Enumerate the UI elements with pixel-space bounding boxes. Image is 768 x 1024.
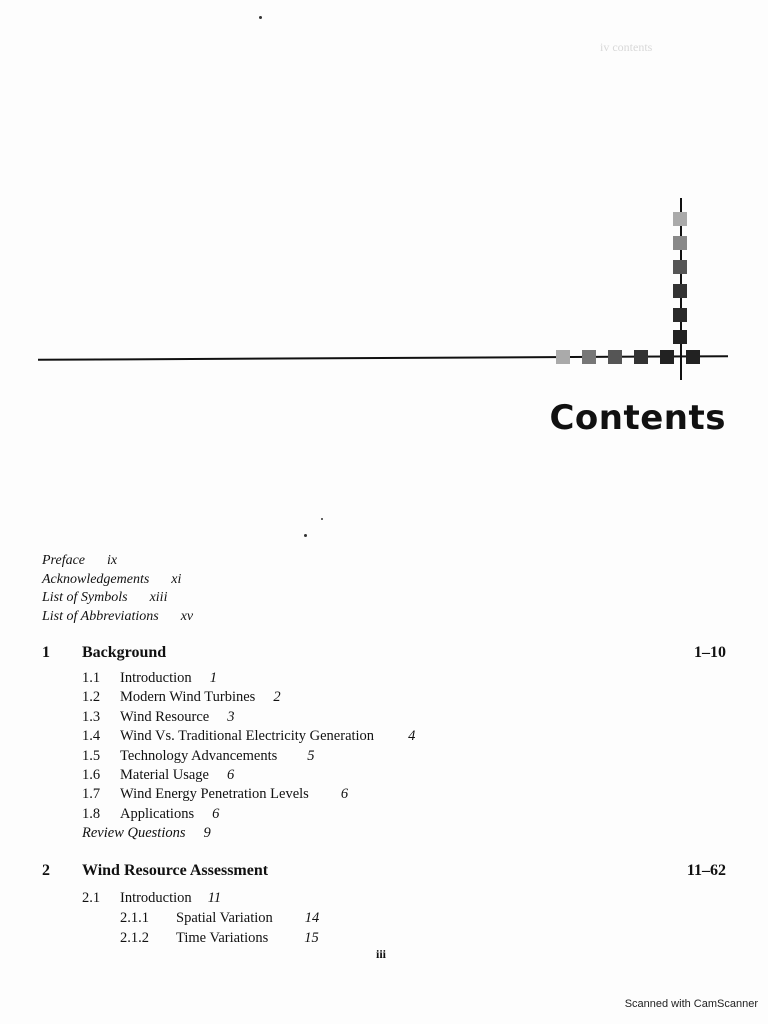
front-matter-label: Preface	[42, 553, 86, 568]
front-matter-page: xi	[171, 571, 182, 587]
chapter-number: 1	[42, 644, 50, 661]
section-title: Applications	[120, 805, 195, 822]
section-page: 6	[340, 786, 349, 803]
front-matter-item	[42, 608, 193, 627]
subsection-number: 2.1.1	[120, 910, 149, 926]
section-title: Wind Energy Penetration Levels	[120, 786, 309, 803]
section-number: 1.4	[82, 728, 101, 745]
review-questions-page: 9	[203, 825, 211, 842]
front-matter-label: Acknowledgements	[42, 571, 150, 587]
section-number: 1.7	[82, 786, 101, 803]
section-page: 5	[307, 747, 315, 764]
subsection-title: Time Variations	[176, 930, 269, 946]
section-row	[82, 888, 319, 908]
review-questions-label: Review Questions	[82, 825, 186, 842]
section-page: 3	[227, 708, 235, 725]
square	[673, 308, 687, 322]
section-page: 6	[226, 767, 235, 784]
speck	[304, 534, 307, 537]
square	[673, 330, 687, 344]
review-questions-row	[82, 824, 415, 843]
section-title: Material Usage	[120, 767, 209, 784]
square	[673, 284, 687, 298]
section-page: 4	[408, 728, 416, 745]
front-matter-label: List of Symbols	[42, 590, 128, 605]
front-matter-page: ix	[107, 553, 118, 568]
chapter-number: 2	[42, 862, 50, 879]
square	[608, 350, 622, 364]
section-title: Introduction	[120, 670, 192, 686]
square	[634, 350, 648, 364]
section-number: 1.1	[82, 670, 101, 686]
section-page: 6	[212, 805, 220, 822]
section-title: Modern Wind Turbines	[120, 689, 256, 706]
front-matter-list	[42, 552, 193, 626]
page-number: iii	[376, 947, 387, 961]
front-matter-label: List of Abbreviations	[42, 608, 159, 624]
section-title: Technology Advancements	[120, 747, 278, 764]
subsection-number: 2.1.2	[120, 930, 149, 946]
front-matter-item	[42, 571, 193, 590]
front-matter-item	[42, 589, 193, 608]
section-number: 1.5	[82, 747, 101, 764]
square	[582, 350, 596, 364]
front-matter-item	[42, 552, 193, 571]
section-row	[82, 727, 415, 746]
subsection-row	[82, 908, 319, 928]
section-page: 1	[209, 670, 217, 686]
speck	[259, 16, 262, 19]
subsection-page: 15	[304, 930, 319, 946]
section-title: Introduction	[120, 890, 192, 906]
horizontal-rule	[38, 355, 728, 361]
section-number: 2.1	[82, 890, 101, 906]
section-title: Wind Resource	[120, 708, 210, 725]
section-row	[82, 688, 415, 707]
section-list	[82, 669, 415, 844]
subsection-title: Spatial Variation	[176, 910, 273, 926]
section-page: 2	[273, 689, 281, 706]
front-matter-page: xv	[180, 608, 194, 624]
section-number: 1.3	[82, 708, 101, 725]
square	[673, 236, 687, 250]
chapter-title: Wind Resource Assessment	[82, 862, 269, 879]
square	[686, 350, 700, 364]
section-row	[82, 747, 415, 766]
section-row	[82, 805, 415, 824]
section-page: 11	[207, 890, 222, 906]
square	[673, 212, 687, 226]
section-number: 1.2	[82, 689, 101, 706]
section-number: 1.8	[82, 805, 101, 822]
subsection-page: 14	[304, 910, 320, 926]
scanner-watermark: Scanned with CamScanner	[624, 998, 758, 1010]
subsection-row	[82, 928, 319, 948]
section-row	[82, 785, 415, 804]
section-row	[82, 766, 415, 785]
front-matter-page: xiii	[149, 590, 168, 605]
page-title: Contents	[549, 398, 726, 438]
section-number: 1.6	[82, 767, 101, 784]
chapter-title: Background	[82, 644, 167, 661]
section-title: Wind Vs. Traditional Electricity Generation	[120, 728, 375, 745]
section-row	[82, 708, 415, 727]
speck	[321, 518, 323, 520]
section-row	[82, 669, 415, 688]
chapter-page-range: 1–10	[694, 644, 726, 661]
square	[660, 350, 674, 364]
chapter-page-range: 11–62	[686, 862, 726, 879]
bleed-through-header: iv contents	[600, 40, 653, 54]
section-list	[82, 888, 319, 948]
square	[673, 260, 687, 274]
square	[556, 350, 570, 364]
